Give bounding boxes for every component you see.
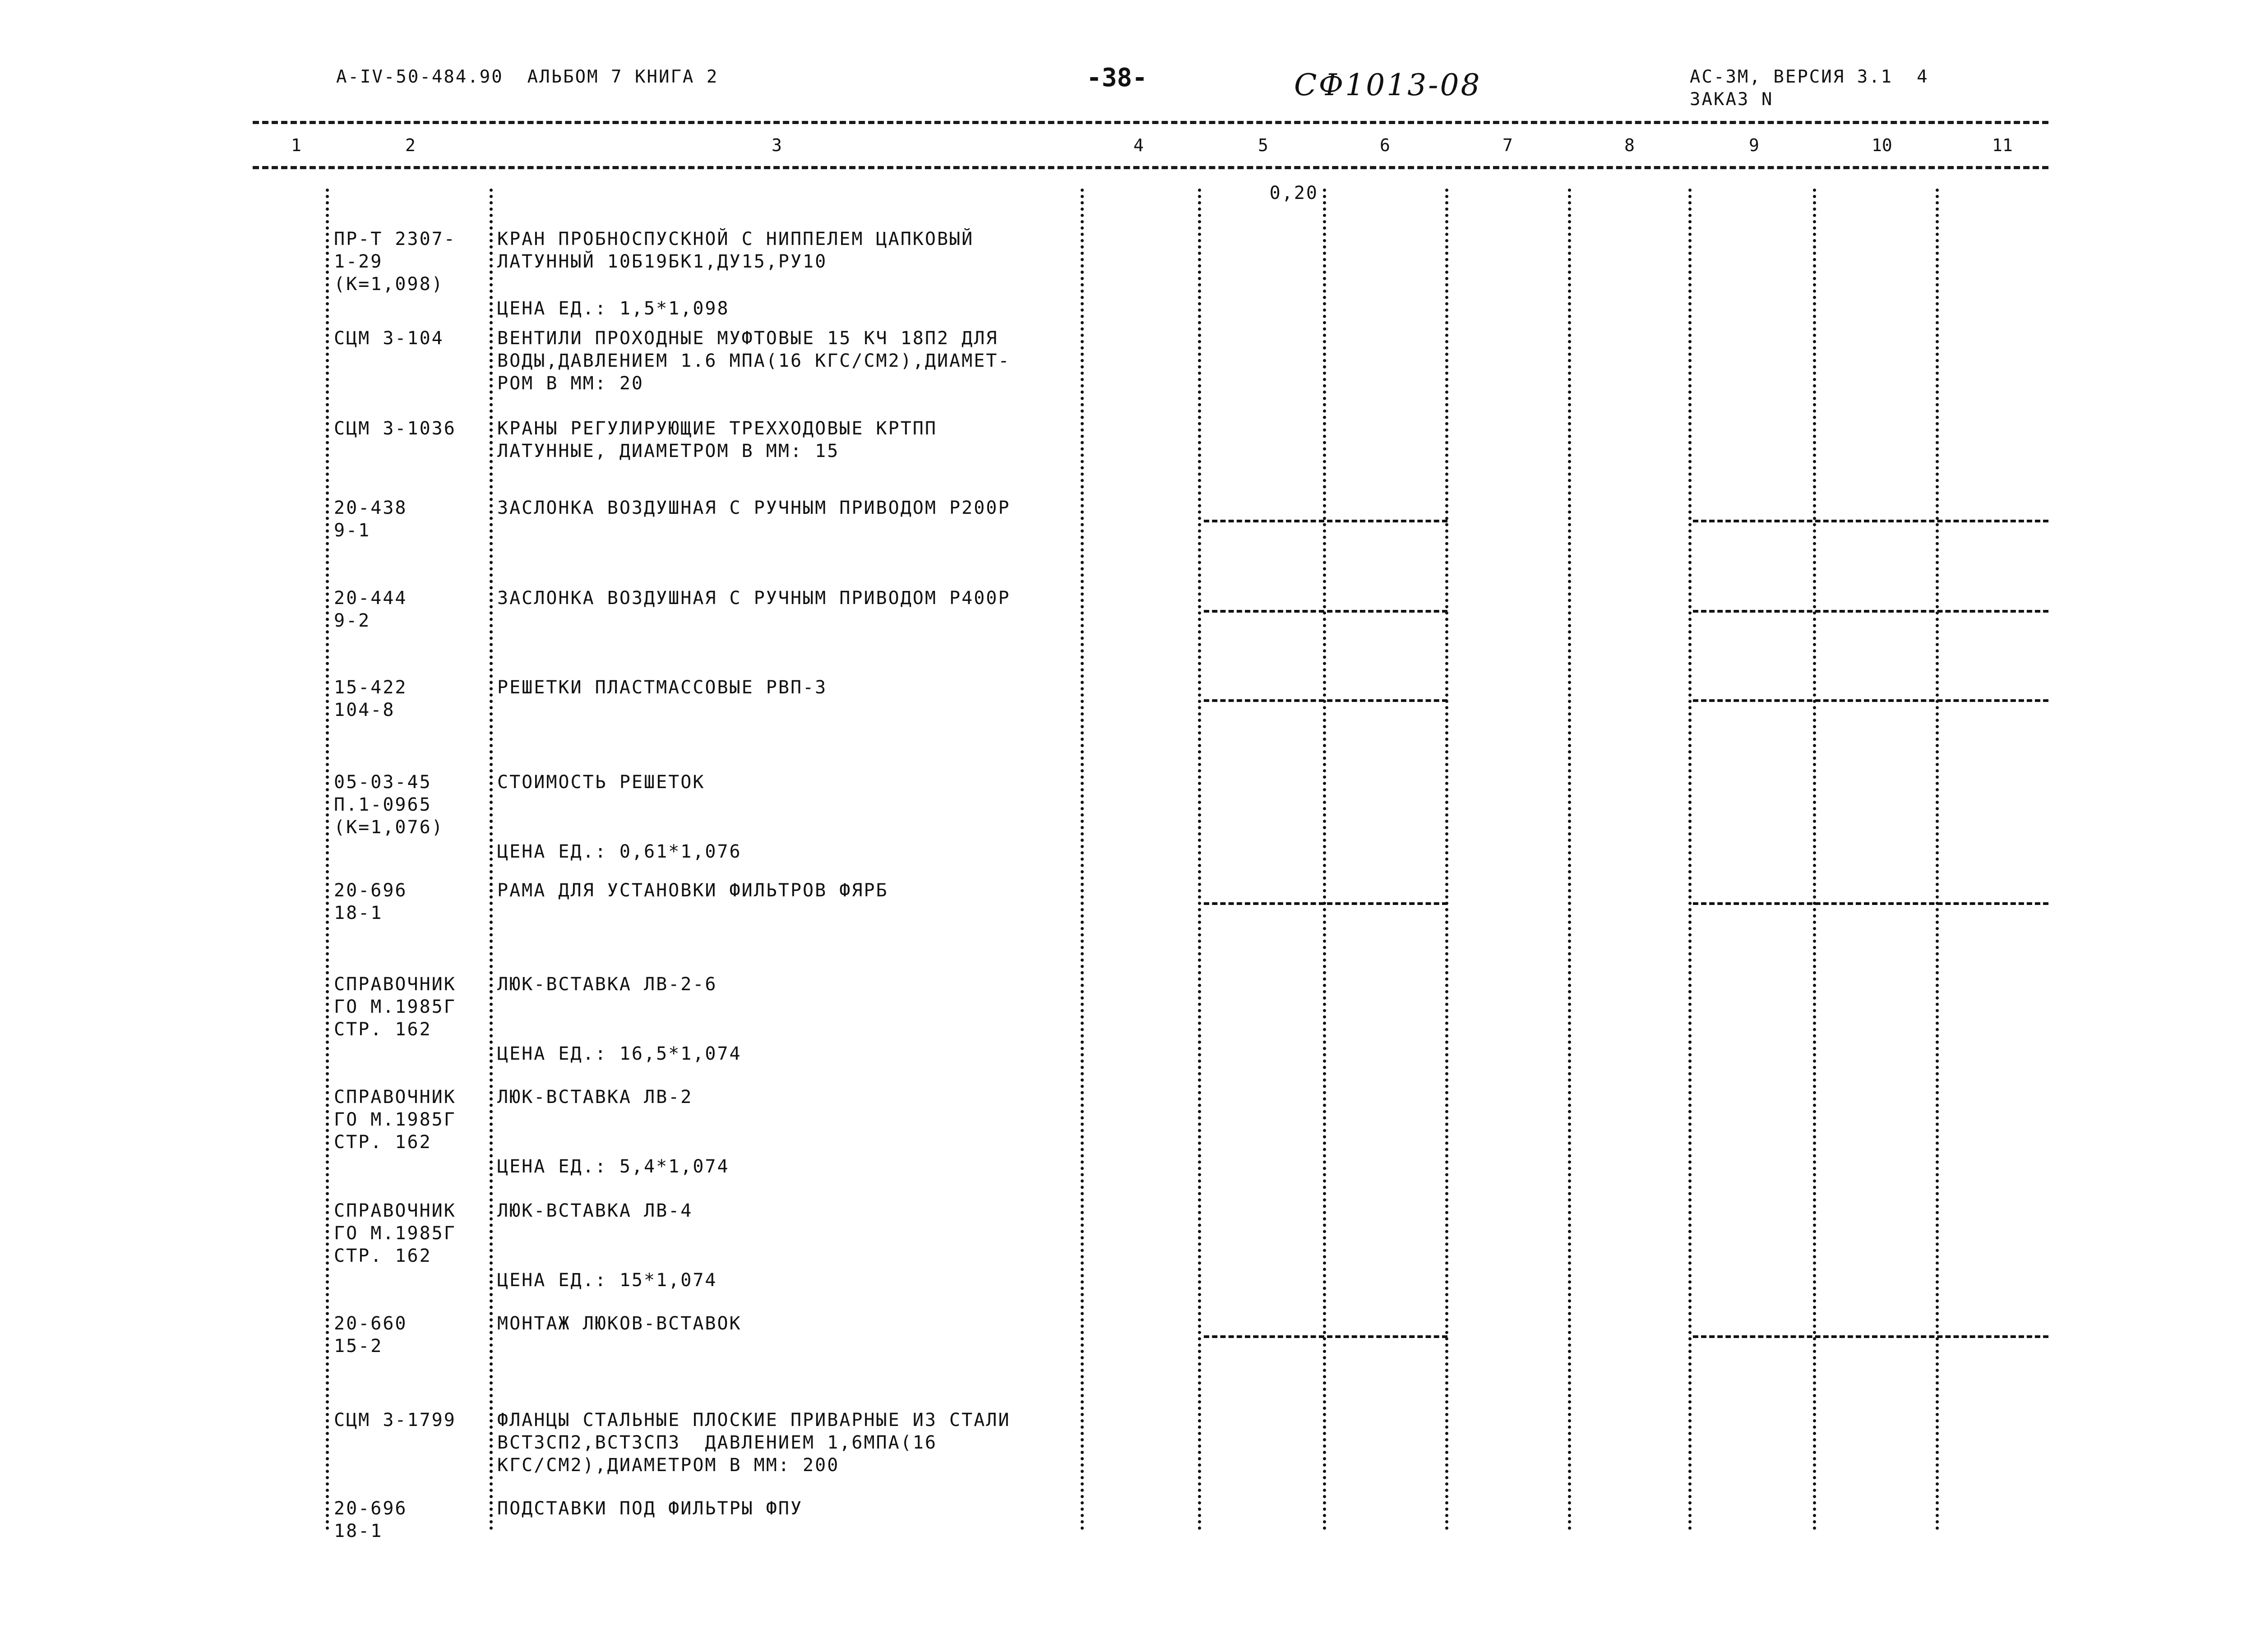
norm-code: 20-444 (334, 588, 407, 609)
column-header: 10 (1872, 135, 1892, 155)
column-header: 6 (1380, 135, 1390, 155)
norm-code: (К=1,098) (334, 274, 444, 295)
norm-code: 20-696 (334, 880, 407, 901)
norm-code: 9-2 (334, 610, 371, 631)
norm-code: СПРАВОЧНИК (334, 1087, 456, 1107)
work-description: ЗАСЛОНКА ВОЗДУШНАЯ С РУЧНЫМ ПРИВОДОМ Р400Р (497, 588, 1011, 609)
work-description: КРАНЫ РЕГУЛИРУЮЩИЕ ТРЕХХОДОВЫЕ КРТПП (497, 418, 937, 439)
work-description: ЛЮК-ВСТАВКА ЛВ-2-6 (497, 974, 717, 995)
work-description: ЛЮК-ВСТАВКА ЛВ-2 (497, 1087, 693, 1107)
unit-price: ЦЕНА ЕД.: 0,61*1,076 (497, 841, 742, 862)
column-header: 5 (1258, 135, 1268, 155)
norm-code: СЦМ 3-104 (334, 328, 444, 349)
column-separator (1198, 189, 1201, 1531)
norm-code: 20-438 (334, 498, 407, 518)
order-label: ЗАКАЗ N (1690, 89, 1774, 110)
column-header: 1 (291, 135, 301, 155)
unit-price: ЦЕНА ЕД.: 16,5*1,074 (497, 1043, 742, 1064)
norm-code: СЦМ 3-1799 (334, 1410, 456, 1431)
sub-divider (1693, 1335, 2048, 1338)
column-separator (1323, 189, 1326, 1531)
handwritten-code: СФ1013-08 (1294, 68, 1482, 102)
work-description: ЗАСЛОНКА ВОЗДУШНАЯ С РУЧНЫМ ПРИВОДОМ Р200Р (497, 498, 1011, 518)
norm-code: СТР. 162 (334, 1019, 432, 1040)
norm-code: 9-1 (334, 520, 371, 541)
norm-code: СПРАВОЧНИК (334, 1200, 456, 1221)
work-description: РОМ В ММ: 20 (497, 373, 644, 394)
sub-divider (1204, 1335, 1447, 1338)
work-description: ЛАТУННЫЙ 10Б19БК1,ДУ15,РУ10 (497, 251, 828, 272)
norm-code: СПРАВОЧНИК (334, 974, 456, 995)
norm-code: ГО М.1985Г (334, 1223, 456, 1244)
column-header: 4 (1133, 135, 1144, 155)
header-rule-top (253, 121, 2048, 124)
norm-code: 05-03-45 (334, 772, 432, 793)
norm-code: 1-29 (334, 251, 383, 272)
norm-code: СТР. 162 (334, 1246, 432, 1266)
unit-price: ЦЕНА ЕД.: 5,4*1,074 (497, 1156, 730, 1177)
sub-divider (1204, 699, 1447, 702)
norm-code: 18-1 (334, 903, 383, 923)
sub-divider (1204, 610, 1447, 613)
sub-divider (1693, 520, 2048, 522)
work-description: МОНТАЖ ЛЮКОВ-ВСТАВОК (497, 1313, 742, 1334)
norm-code: П.1-0965 (334, 794, 432, 815)
norm-code: СЦМ 3-1036 (334, 418, 456, 439)
work-description: РЕШЕТКИ ПЛАСТМАССОВЫЕ РВП-3 (497, 677, 828, 698)
work-description: РАМА ДЛЯ УСТАНОВКИ ФИЛЬТРОВ ФЯРБ (497, 880, 888, 901)
unit-price: ЦЕНА ЕД.: 15*1,074 (497, 1270, 717, 1291)
column-separator (1081, 189, 1084, 1531)
work-description: ЛЮК-ВСТАВКА ЛВ-4 (497, 1200, 693, 1221)
column-separator (1813, 189, 1816, 1531)
sub-divider (1204, 520, 1447, 522)
column-header: 3 (772, 135, 782, 155)
column-separator (326, 189, 329, 1531)
norm-code: СТР. 162 (334, 1132, 432, 1153)
work-description: ЛАТУННЫЕ, ДИАМЕТРОМ В ММ: 15 (497, 441, 840, 461)
work-description: ФЛАНЦЫ СТАЛЬНЫЕ ПЛОСКИЕ ПРИВАРНЫЕ ИЗ СТАЛИ (497, 1410, 1011, 1431)
work-description: ВСТ3СП2,ВСТ3СП3 ДАВЛЕНИЕМ 1,6МПА(16 (497, 1432, 937, 1453)
norm-code: ПР-Т 2307- (334, 229, 456, 249)
sub-divider (1693, 902, 2048, 905)
work-description: ВОДЫ,ДАВЛЕНИЕМ 1.6 МПА(16 КГС/СМ2),ДИАМЕТ- (497, 351, 1011, 371)
document-reference: А-IV-50-484.90 АЛЬБОМ 7 КНИГА 2 (336, 67, 719, 87)
sub-divider (1693, 610, 2048, 613)
work-description: ВЕНТИЛИ ПРОХОДНЫЕ МУФТОВЫЕ 15 КЧ 18П2 ДЛЯ (497, 328, 999, 349)
header-rule-bottom (253, 166, 2048, 169)
column-header: 2 (405, 135, 416, 155)
norm-code: 15-2 (334, 1336, 383, 1357)
column-header: 9 (1749, 135, 1759, 155)
column-separator (1688, 189, 1692, 1531)
column-header: 8 (1624, 135, 1635, 155)
norm-code: 104-8 (334, 700, 395, 720)
norm-code: ГО М.1985Г (334, 1109, 456, 1130)
column-separator (1568, 189, 1571, 1531)
column-separator (490, 189, 493, 1531)
norm-code: (К=1,076) (334, 817, 444, 838)
software-version: АС-3М, ВЕРСИЯ 3.1 4 (1690, 67, 1929, 87)
work-description: КГС/СМ2),ДИАМЕТРОМ В ММ: 200 (497, 1455, 840, 1476)
norm-code: 15-422 (334, 677, 407, 698)
work-description: КРАН ПРОБНОСПУСКНОЙ С НИППЕЛЕМ ЦАПКОВЫЙ (497, 229, 974, 249)
norm-code: ГО М.1985Г (334, 997, 456, 1017)
norm-code: 18-1 (334, 1521, 383, 1541)
column-header: 11 (1992, 135, 2013, 155)
column-separator (1445, 189, 1448, 1531)
column-header: 7 (1502, 135, 1513, 155)
work-description: СТОИМОСТЬ РЕШЕТОК (497, 772, 705, 793)
unit-price: ЦЕНА ЕД.: 1,5*1,098 (497, 298, 730, 319)
norm-code: 20-660 (334, 1313, 407, 1334)
page-number: -38- (1086, 63, 1147, 92)
sub-divider (1693, 699, 2048, 702)
carried-value: 0,20 (1269, 183, 1318, 203)
work-description: ПОДСТАВКИ ПОД ФИЛЬТРЫ ФПУ (497, 1498, 803, 1519)
sub-divider (1204, 902, 1447, 905)
column-separator (1936, 189, 1939, 1531)
norm-code: 20-696 (334, 1498, 407, 1519)
